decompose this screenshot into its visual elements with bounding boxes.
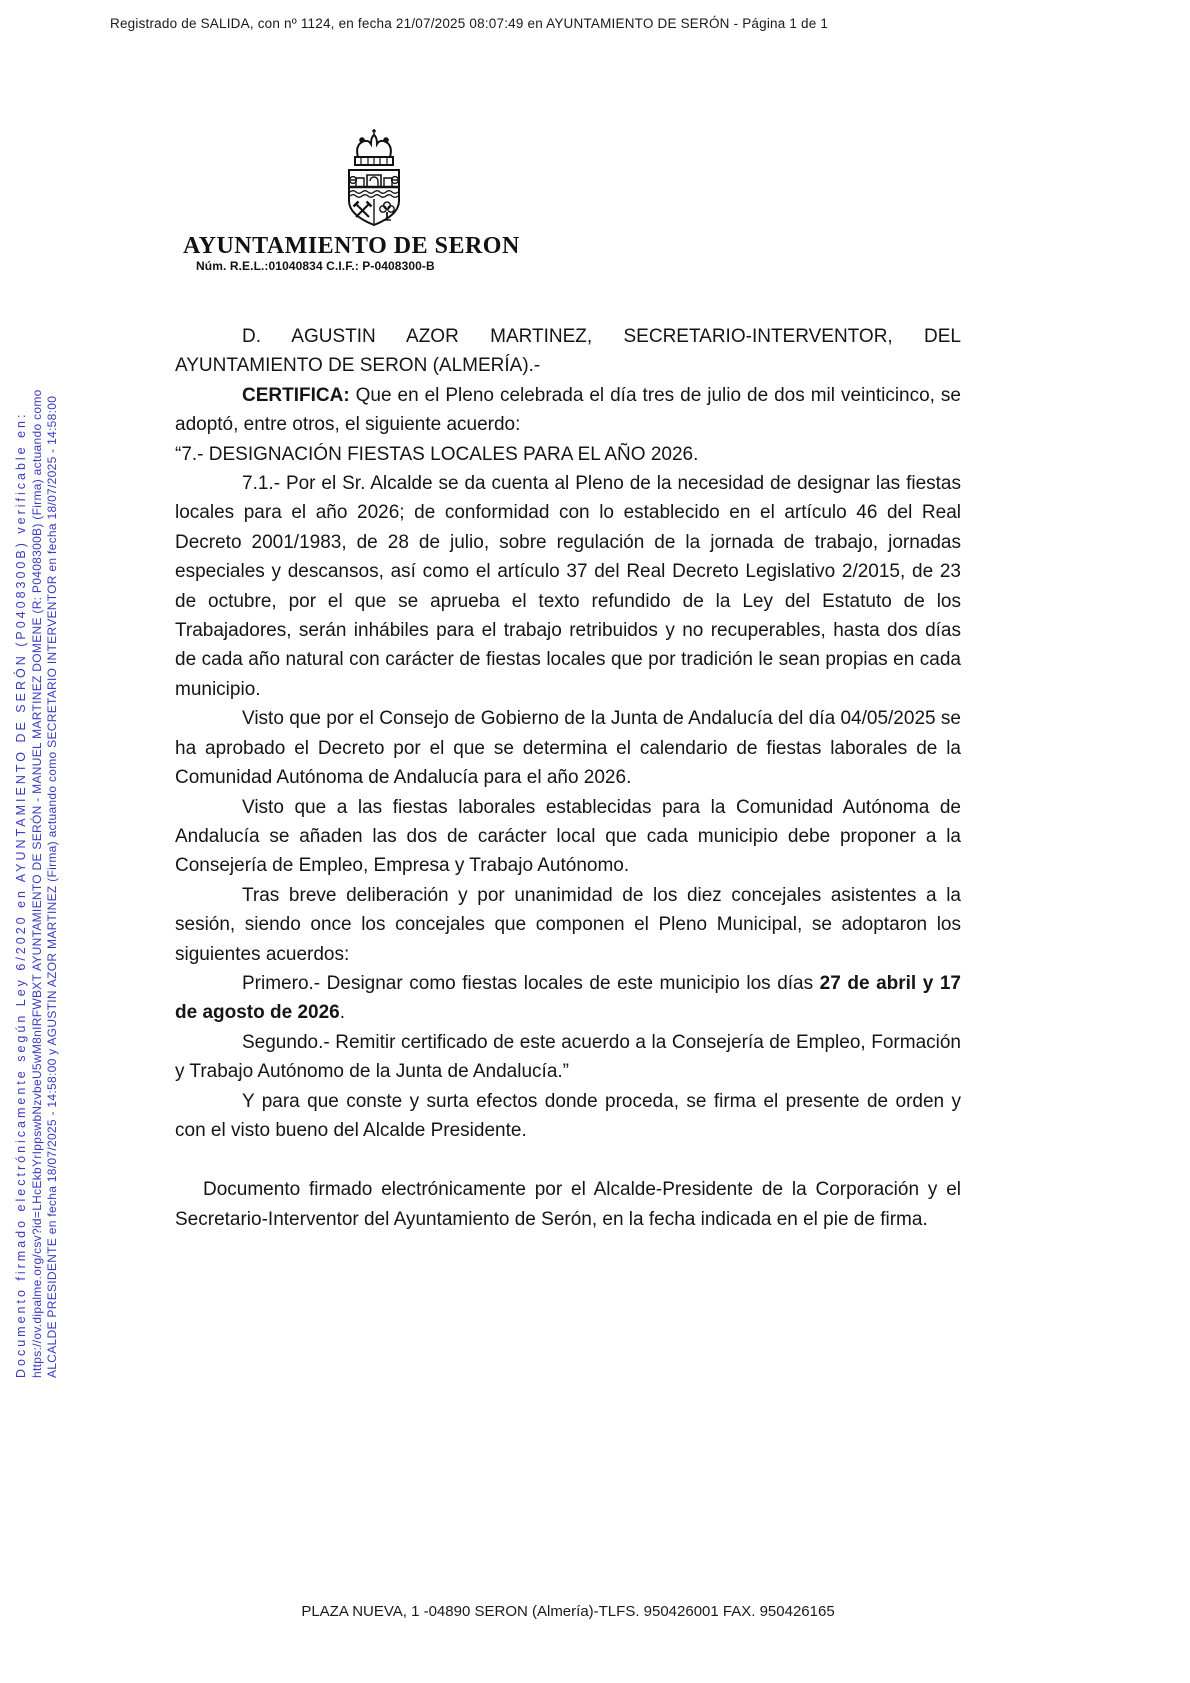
paragraph-segundo: Segundo.- Remitir certificado de este acuerdo a la Consejería de Empleo, Formación y Trabajo Autónomo de la Junta de Andalucía.” [175,1031,961,1083]
registration-stamp: Registrado de SALIDA, con nº 1124, en fecha 21/07/2025 08:07:49 en AYUNTAMIENTO DE SERÓN - Página 1 de 1 [110,16,829,31]
verification-signers-line: ALCALDE PRESIDENTE en fecha 18/07/2025 - 14:58:00 y AGUSTIN AZOR MARTINEZ (Firma) actuando como SECRETARIO INTERVENTOR en fecha 18/07/2025 - 14:58:00 [45,395,59,1378]
fiestas-dates: 27 de abril y 17 de agosto de 2026 [175,972,961,1024]
verification-line-1: Documento firmado electrónicamente según Ley 6/2020 en AYUNTAMIENTO DE SERÓN (P0408300B) verificable en: [14,411,28,1378]
primero-period: . [339,1002,346,1024]
page-footer: PLAZA NUEVA, 1 -04890 SERON (Almería)-TLFS. 950426001 FAX. 950426165 [301,1603,835,1620]
paragraph-agreement-title: “7.- DESIGNACIÓN FIESTAS LOCALES PARA EL AÑO 2026. [175,443,699,465]
certifica-label: CERTIFICA: [242,384,350,406]
paragraph-primero [175,969,961,1028]
paragraph-conste: Y para que conste y surta efectos donde proceda, se firma el presente de orden y con el visto bueno del Alcalde Presidente. [175,1090,961,1141]
registry-number-line: Núm. R.E.L.:01040834 C.I.F.: P-0408300-B [196,259,435,273]
primero-text: Primero.- Designar como fiestas locales de este municipio los días [242,972,820,994]
paragraph-7-1: 7.1.- Por el Sr. Alcalde se da cuenta al Pleno de la necesidad de designar las fiestas locales para el año 2026; de conformidad con lo establecido en el artículo 46 del Real Decreto 2001/1983, de 28 de julio, sobre regulación de la jornada de trabajo, jornadas especiales y descansos, así como el artículo 37 del Real Decreto Legislativo 2/2015, de 23 de octubre, por el que se aprueba el texto refundido de la Ley del Estatuto de los Trabajadores, serán inhábiles para el trabajo retribuidos y no recuperables, hasta dos días de cada año natural con carácter de fiestas locales que por tradición le sean propias en cada municipio. [175,473,961,700]
paragraph-certifica [175,381,961,440]
certificate-body [175,322,961,1234]
verification-sidebar [14,192,61,1378]
paragraph-deliberacion: Tras breve deliberación y por unanimidad de los diez concejales asistentes a la sesión, siendo once los concejales que componen el Pleno Municipal, se adoptaron los siguientes acuerdos: [175,884,961,965]
verification-url-line: https://ov.dipalme.org/csv?id=LHcEkbYrIppswbNzvbeU5wM8nIRFWBXT AYUNTAMIENTO DE SERÓN - MANUEL MARTINEZ DOMENE (R: P0408300B) (Firma) actuando como [29,389,44,1378]
paragraph-visto-2: Visto que a las fiestas laborales establecidas para la Comunidad Autónoma de Andalucía se añaden las dos de carácter local que cada municipio debe proponer a la Consejería de Empleo, Empresa y Trabajo Autónomo. [175,796,961,877]
certifica-text: Que en el Pleno celebrada el día tres de julio de dos mil veinticinco, se adoptó, entre otros, el siguiente acuerdo: [175,384,961,436]
seron-coat-of-arms-icon [341,129,407,234]
org-name: AYUNTAMIENTO DE SERON [183,233,520,259]
paragraph-visto-1: Visto que por el Consejo de Gobierno de la Junta de Andalucía del día 04/05/2025 se ha aprobado el Decreto por el que se determina el calendario de fiestas laborales de la Comunidad Autónoma de Andalucía para el año 2026. [175,708,961,789]
paragraph-certifier: D. AGUSTIN AZOR MARTINEZ, SECRETARIO-INTERVENTOR, DEL AYUNTAMIENTO DE SERON (ALMERÍA).- [175,326,961,377]
paragraph-signature-note: Documento firmado electrónicamente por el Alcalde-Presidente de la Corporación y el Secretario-Interventor del Ayuntamiento de Serón, en la fecha indicada en el pie de firma. [175,1179,961,1230]
